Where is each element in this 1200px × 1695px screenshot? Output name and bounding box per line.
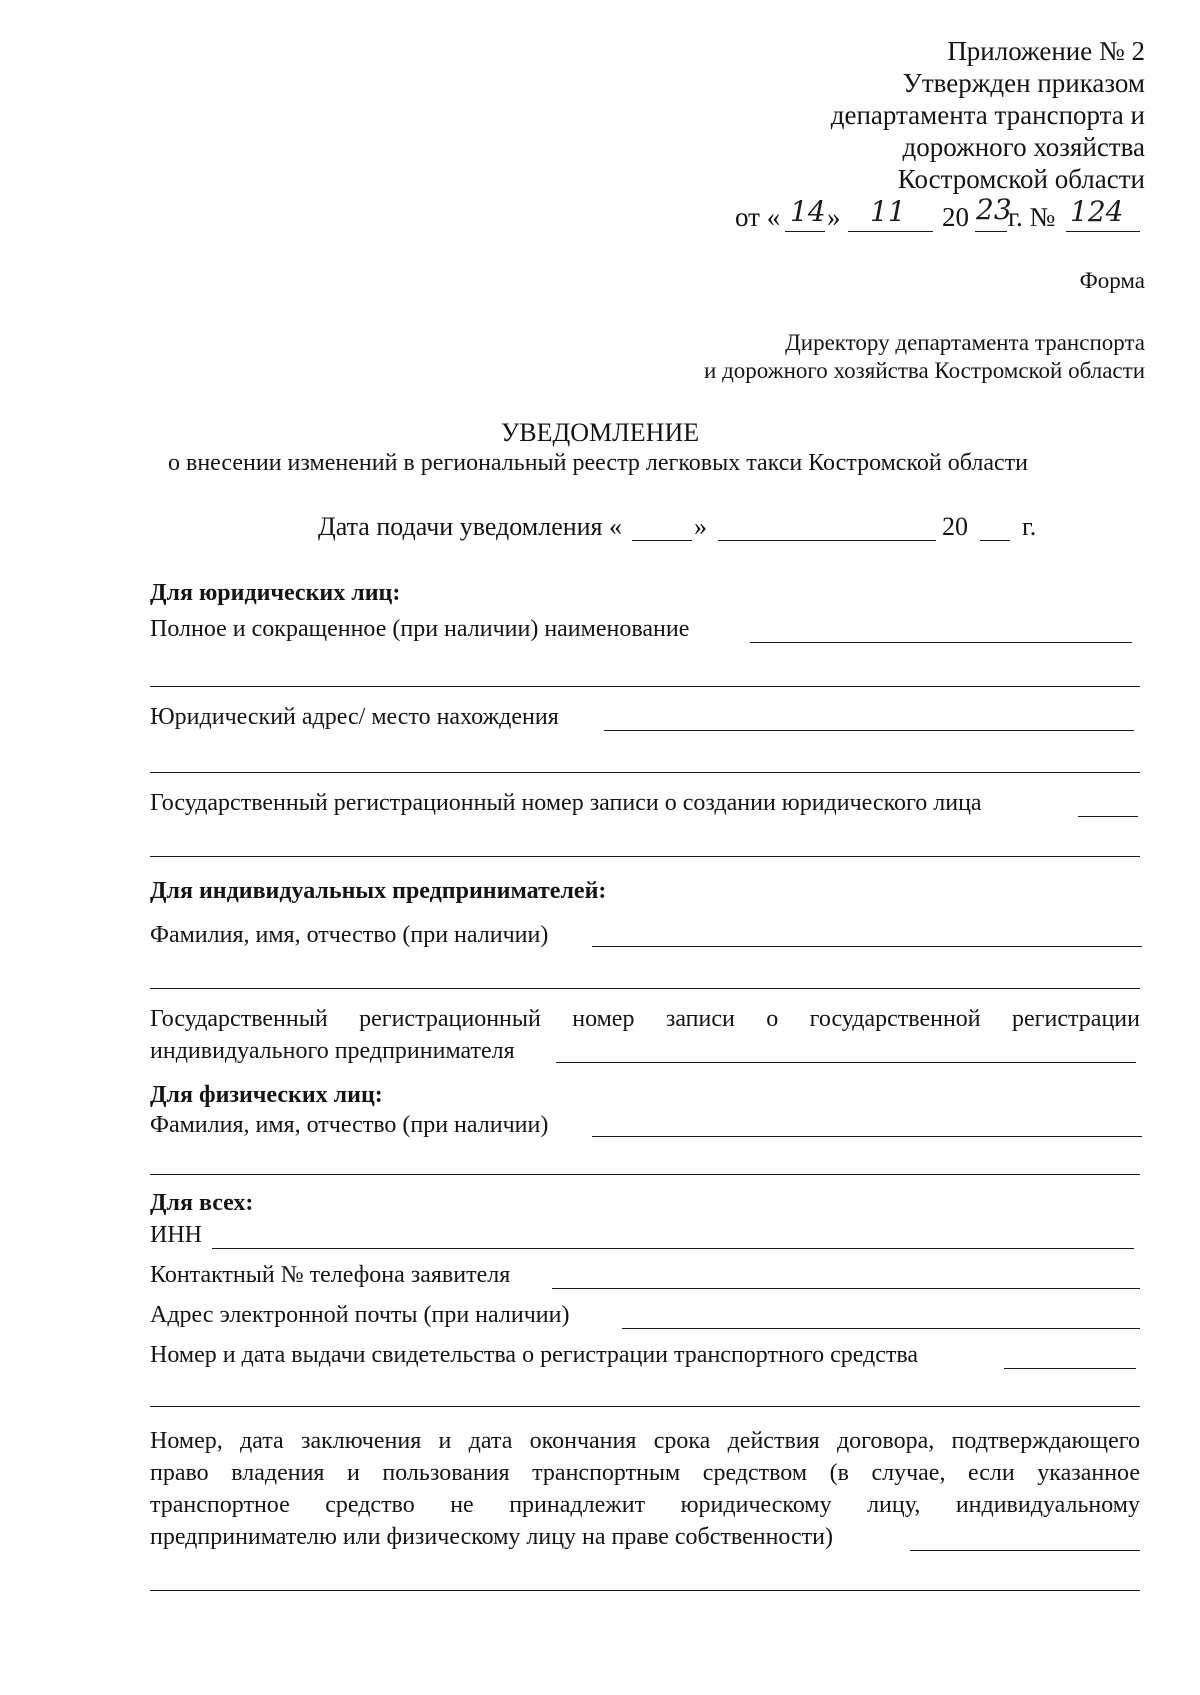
region-line: Костромской области [897, 164, 1145, 194]
entrepreneur-fio-field[interactable] [592, 946, 1142, 947]
date-mid: » [827, 202, 841, 232]
legal-address-field[interactable] [604, 730, 1134, 731]
submission-date-label: Дата подачи уведомления « [318, 512, 623, 541]
inn-label: ИНН [150, 1222, 202, 1248]
date-prefix: от « [735, 202, 781, 232]
full-name-field[interactable] [750, 642, 1132, 643]
entrepreneurs-heading: Для индивидуальных предпринимателей: [150, 878, 607, 904]
form-label: Форма [1079, 268, 1145, 293]
submission-year-suffix: г. [1022, 512, 1037, 541]
handwritten-day: 14 [790, 195, 826, 228]
handwritten-order-number: 124 [1070, 195, 1124, 228]
document-title: УВЕДОМЛЕНИЕ [500, 418, 700, 447]
number-underline [1066, 231, 1140, 232]
date-suffix: г. № [1008, 202, 1056, 232]
individual-fio-label: Фамилия, имя, отчество (при наличии) [150, 1112, 549, 1138]
handwritten-year: 23 [976, 193, 1012, 226]
legal-reg-number-field[interactable] [1078, 816, 1138, 817]
vehicle-cert-field[interactable] [1004, 1368, 1136, 1369]
contract-field-continued[interactable] [150, 1590, 1140, 1591]
year-underline [975, 231, 1007, 232]
document-subtitle: о внесении изменений в региональный реестр легковых такси Костромской области [168, 450, 1028, 476]
contract-label-line-1: Номер, дата заключения и дата окончания срока действия договора, подтверждающего [150, 1428, 1140, 1454]
for-all-heading: Для всех: [150, 1190, 254, 1216]
legal-reg-number-field-continued[interactable] [150, 856, 1140, 857]
contract-field[interactable] [910, 1550, 1140, 1551]
submission-close-quote: » [694, 512, 707, 541]
inn-field[interactable] [212, 1248, 1134, 1249]
legal-address-label: Юридический адрес/ место нахождения [150, 704, 559, 730]
year-prefix: 20 [942, 202, 969, 232]
department-line-2: дорожного хозяйства [902, 132, 1145, 162]
phone-field[interactable] [552, 1288, 1140, 1289]
month-underline [848, 231, 933, 232]
entrepreneur-reg-field[interactable] [556, 1062, 1136, 1063]
full-name-field-continued[interactable] [150, 686, 1140, 687]
individual-fio-field-continued[interactable] [150, 1174, 1140, 1175]
entrepreneur-reg-label-line-1: Государственный регистрационный номер записи о государственной регистрации [150, 1006, 1140, 1032]
submission-year-field[interactable] [980, 540, 1010, 541]
entrepreneur-fio-field-continued[interactable] [150, 988, 1140, 989]
submission-year-prefix: 20 [942, 512, 968, 541]
legal-address-field-continued[interactable] [150, 772, 1140, 773]
vehicle-cert-label: Номер и дата выдачи свидетельства о регистрации транспортного средства [150, 1342, 919, 1368]
contract-label-line-2: право владения и пользования транспортным средством (в случае, если указанное [150, 1460, 1140, 1486]
legal-entities-heading: Для юридических лиц: [150, 580, 401, 606]
department-line: департамента транспорта и [830, 100, 1145, 130]
approved-by-order: Утвержден приказом [902, 68, 1145, 98]
individuals-heading: Для физических лиц: [150, 1082, 383, 1108]
handwritten-month: 11 [870, 195, 906, 228]
submission-month-field[interactable] [718, 540, 936, 541]
phone-label: Контактный № телефона заявителя [150, 1262, 511, 1288]
legal-reg-number-label: Государственный регистрационный номер записи о создании юридического лица [150, 790, 982, 816]
email-field[interactable] [622, 1328, 1140, 1329]
addressee-line-1: Директору департамента транспорта [785, 330, 1145, 355]
submission-day-field[interactable] [632, 540, 692, 541]
appendix-number: Приложение № 2 [947, 36, 1145, 66]
addressee-line-2: и дорожного хозяйства Костромской области [704, 358, 1145, 383]
vehicle-cert-field-continued[interactable] [150, 1406, 1140, 1407]
email-label: Адрес электронной почты (при наличии) [150, 1302, 570, 1328]
entrepreneur-fio-label: Фамилия, имя, отчество (при наличии) [150, 922, 549, 948]
full-name-label: Полное и сокращенное (при наличии) наименование [150, 616, 690, 642]
individual-fio-field[interactable] [592, 1136, 1142, 1137]
day-underline [785, 231, 825, 232]
contract-label-line-4: предпринимателю или физическому лицу на праве собственности) [150, 1524, 834, 1550]
entrepreneur-reg-label-line-2: индивидуального предпринимателя [150, 1038, 515, 1064]
contract-label-line-3: транспортное средство не принадлежит юридическому лицу, индивидуальному [150, 1492, 1140, 1518]
